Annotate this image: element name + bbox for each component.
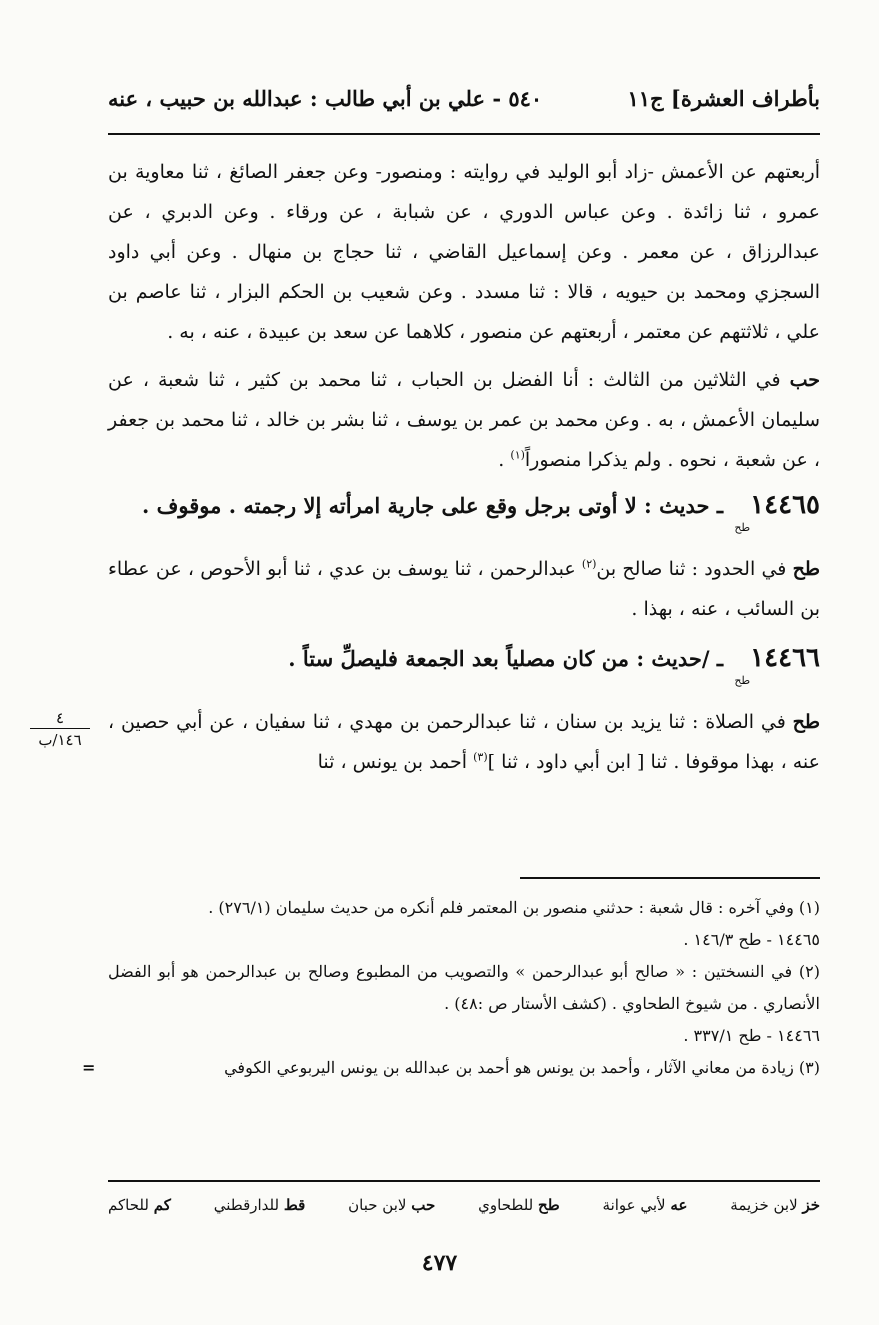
footnote-source-14465: ١٤٤٦٥ - طح ١٤٦/٣ .: [683, 930, 820, 949]
footnote-3: [82, 1052, 820, 1084]
hadith-title: ـ /حديث : من كان مصلياً بعد الجمعة فليصلِّ ستاً .: [288, 646, 723, 671]
sigla-item: طح للطحاوي: [478, 1196, 560, 1214]
paragraph-3-pre: في الحدود : ثنا صالح بن: [596, 558, 787, 580]
footnote-ref-3: (٣): [473, 750, 488, 764]
hadith-number: ١٤٤٦٦: [750, 643, 820, 673]
sigla-item: خز لابن خزيمة: [730, 1196, 820, 1214]
paragraph-4-pre: في الصلاة : ثنا يزيد بن سنان ، ثنا عبدالرحمن بن مهدي ، ثنا سفيان ، عن أبي حصين ، عنه ، بهذا موقوفا . ثنا [ ابن أبي داود ، ثنا ]: [108, 711, 820, 773]
footnote-ref-1: (١): [510, 448, 525, 462]
hadith-sigla: طح: [734, 674, 751, 687]
main-text: [108, 152, 820, 782]
hadith-number: ١٤٤٦٥: [750, 490, 820, 520]
paragraph-4-post: أحمد بن يونس ، ثنا: [317, 751, 474, 773]
page-number: ٤٧٧: [421, 1250, 458, 1276]
sigla-item: كم للحاكم: [108, 1196, 171, 1214]
paragraph-1: أربعتهم عن الأعمش -زاد أبو الوليد في روايته : ومنصور- وعن جعفر الصائغ ، ثنا معاوية بن عمرو ، ثنا زائدة . وعن عباس الدوري ، عن شبابة ، عن ورقاء . وعن الدبري ، عن عبدالرزاق ، عن معمر . وعن إسماعيل القاضي ، ثنا حجاج بن منهال . وعن أبي داود السجزي ومحمد بن حيويه ، قالا : ثنا مسدد . وعن شعيب بن الحكم البزار ، ثنا عاصم بن علي ، ثلاثتهم عن معتمر ، أربعتهم عن منصور ، كلاهما عن سعد بن عبيدة ، عنه ، به .: [108, 161, 820, 343]
hadith-heading-14465: [108, 484, 820, 549]
manuscript-folio-note: [30, 708, 90, 751]
footnote-3-text: (٣) زيادة من معاني الآثار ، وأحمد بن يونس هو أحمد بن عبدالله بن يونس اليربوعي الكوفي: [224, 1058, 820, 1077]
footnote-rule: [520, 877, 820, 879]
sigla-legend: [108, 1190, 820, 1220]
header-section-title: ٥٤٠ - علي بن أبي طالب : عبدالله بن حبيب ، عنه: [108, 86, 543, 111]
sigla-item: عه لأبي عوانة: [602, 1196, 688, 1214]
sigla-th: طح: [792, 711, 820, 733]
paragraph-3: [108, 549, 820, 629]
folio-note-top: ٤: [30, 708, 90, 729]
paragraph-2: [108, 360, 820, 480]
continuation-mark: =: [82, 1058, 96, 1077]
header-rule: [108, 133, 820, 135]
footnote-ref-2: (٢): [581, 557, 597, 571]
hadith-heading-14466: [108, 637, 820, 702]
sigla-item: حب لابن حبان: [348, 1196, 436, 1214]
folio-note-bottom: ١٤٦/ب: [38, 731, 82, 749]
paragraph-2-end: .: [498, 449, 511, 471]
sigla-th: طح: [792, 558, 820, 580]
header-volume: بأطراف العشرة] ج١١: [627, 86, 820, 111]
running-header: [108, 80, 820, 120]
footnote-2: (٢) في النسختين : « صالح أبو عبدالرحمن » والتصويب من المطبوع وصالح بن عبدالرحمن هو أبو الفضل الأنصاري . من شيوخ الطحاوي . (كشف الأستار ص :٤٨) .: [108, 962, 820, 1013]
sigla-hb: حب: [789, 369, 821, 391]
footnote-1: (١) وفي آخره : قال شعبة : حدثني منصور بن المعتمر فلم أنكره من حديث سليمان (٢٧٦/١) .: [208, 898, 820, 917]
hadith-sigla: طح: [734, 521, 751, 534]
paragraph-2-text: في الثلاثين من الثالث : أنا الفضل بن الحباب ، ثنا محمد بن كثير ، ثنا شعبة ، عن سليمان الأعمش ، به . وعن محمد بن عمر بن يوسف ، ثنا بشر بن خالد ، ثنا محمد بن جعفر ، عن شعبة ، نحوه . ولم يذكرا منصوراً: [108, 369, 820, 471]
footnotes: [82, 892, 820, 1084]
sigla-rule: [108, 1180, 820, 1182]
sigla-item: قط للدارقطني: [213, 1196, 306, 1214]
footnote-source-14466: ١٤٤٦٦ - طح ٣٣٧/١ .: [683, 1026, 820, 1045]
paragraph-4: [108, 702, 820, 782]
paragraph-3-post: عبدالرحمن ، ثنا يوسف بن عدي ، ثنا أبو الأحوص ، عن عطاء بن السائب ، عنه ، بهذا .: [108, 558, 820, 620]
hadith-title: ـ حديث : لا أوتى برجل وقع على جارية امرأته إلا رجمته . موقوف .: [142, 493, 723, 518]
